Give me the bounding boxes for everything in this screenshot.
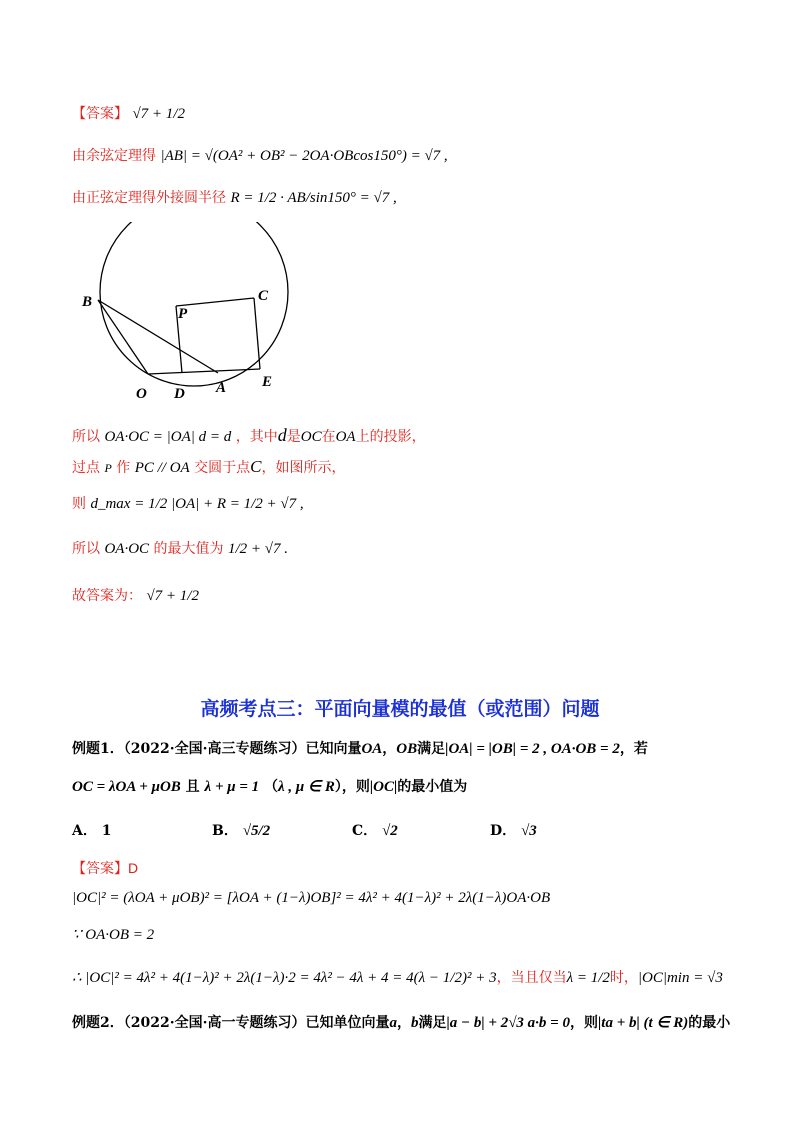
segment-bo [98,300,148,374]
option-letter: B． [212,823,238,839]
sol1-math: R = 1/2 · AB/sin150° = √7 , [230,190,397,206]
ex1-text: ，若 [619,741,648,757]
option-d[interactable] [490,820,537,840]
circle-figure [76,222,296,402]
answer-line-2 [72,858,138,878]
segment-ce [254,298,260,369]
ex1-text: 的最小值为 [397,779,468,795]
ex1-math: |OA| = |OB| = 2 , OA·OB = 2 [445,741,620,757]
sol1-text: 作 [116,460,131,476]
answer-value: √7 + 1/2 [132,106,185,122]
label-p: P [178,306,188,322]
sol1-text: ，如图所示， [261,460,346,476]
ex1-text: ），则 [334,779,370,795]
ex2-math: b [410,1015,419,1031]
label-a: A [216,380,227,396]
sol1-text: 由正弦定理得外接圆半径 [72,190,226,206]
label-o: O [136,386,147,402]
ex2-math: |a − b| + 2√3 a·b = 0 [446,1015,570,1031]
sol2-text: 时， [609,970,638,986]
option-value: 1 [101,823,112,839]
answer-tag: 【答案】 [72,106,128,122]
sol1-text: 上的投影， [355,429,426,445]
sol1-text: ，其中 [235,429,278,445]
ex1-math: λ , μ ∈ R [278,779,335,795]
ex2-text: 例题2．（2022·全国·高一专题练习）已知单位向量 [72,1015,390,1031]
ex1-text: 满足 [417,741,446,757]
ex1-line-2 [72,776,467,796]
label-d: D [174,386,185,402]
sol1-text: 过点 [72,460,100,476]
option-a[interactable] [72,820,112,840]
ex2-math: a [389,1015,397,1031]
sol2-math: |OC|min = √3 [637,970,723,986]
ex1-math: OA [361,741,383,757]
sol1-text: 在 [321,429,336,445]
segment-ba [98,300,218,373]
sol2-line-2 [72,925,154,944]
segment-pc [176,298,254,306]
section-title: 高频考点三：平面向量模的最值（或范围）问题 [200,698,600,720]
sol2-line-1 [72,890,550,907]
option-value: √5/2 [242,823,271,839]
sol1-text: 所以 [72,541,100,557]
ex1-math: OB [396,741,418,757]
sol2-math: |OC|² = (λOA + μOB)² = [λOA + (1−λ)OB]² = 4λ² + 4(1−λ)² + 2λ(1−λ)OA·OB [72,890,551,906]
option-letter: D． [490,823,517,839]
ex1-text: 且 [185,779,200,795]
sol2-text: ，当且仅当 [496,970,567,986]
label-b: B [82,294,93,310]
ex2-text: 的最小 [688,1015,731,1031]
ex2-text: ，则 [569,1015,598,1031]
sol1-line-1 [72,145,448,165]
sol2-math: ∵ OA·OB = 2 [72,927,155,943]
sol1-math: |AB| = √(OA² + OB² − 2OA·OBcos150°) = √7 , [160,148,448,164]
ex1-math: λ + μ = 1 [204,779,260,795]
sol1-line-7 [72,585,199,605]
sol1-text: 是 [286,429,301,445]
sol1-line-3 [72,425,426,446]
sol2-math: λ = 1/2 [566,970,610,986]
ex2-text: 满足 [418,1015,447,1031]
sol2-line-3 [72,967,723,987]
ex2-line-1 [72,1012,730,1032]
sol1-text: 则 [72,496,86,512]
option-letter: C． [352,823,378,839]
sol1-text: 的最大值为 [153,541,224,557]
answer-line-1 [72,103,185,123]
ex1-line-1 [72,738,648,758]
option-b[interactable] [212,820,270,840]
ex2-math: |ta + b| (t ∈ R) [597,1015,689,1031]
sol1-text: 由余弦定理得 [72,148,156,164]
sol2-math: ∴ |OC|² = 4λ² + 4(1−λ)² + 2λ(1−λ)·2 = 4λ² − 4λ + 4 = 4(λ − 1/2)² + 3 [72,970,497,986]
sol1-math: d_max = 1/2 |OA| + R = 1/2 + √7 , [90,496,304,512]
sol1-math: √7 + 1/2 [146,588,199,604]
label-c: C [258,288,269,304]
sol1-line-4 [72,457,346,477]
sol1-line-6 [72,538,288,558]
sol1-text: 交圆于点 [194,460,251,476]
ex1-text: ， [382,741,397,757]
answer-value: D [128,860,139,876]
option-c[interactable] [352,820,398,840]
sol1-math: OA [335,429,356,445]
sol1-text: 所以 [72,429,100,445]
option-value: √2 [382,823,398,839]
sol1-text: 故答案为： [72,588,142,604]
ex2-text: ， [396,1015,411,1031]
ex1-text: （ [264,779,279,795]
sol1-math: OA·OC = |OA| d = d [104,429,232,445]
ex1-math: |OC| [369,779,398,795]
sol1-math: d [277,425,287,445]
sol1-math: OA·OC [104,541,150,557]
option-value: √3 [521,823,537,839]
ex1-text: 例题1．（2022·全国·高三专题练习）已知向量 [72,741,362,757]
sol1-math: C [250,457,262,476]
option-letter: A． [72,823,97,839]
answer-tag: 【答案】 [72,861,128,877]
sol1-math: PC // OA [134,460,190,476]
label-e: E [262,374,273,390]
sol1-line-2 [72,187,397,207]
sol1-line-5 [72,493,304,513]
sol1-math: P [104,461,112,475]
sol1-math: 1/2 + √7 . [227,541,288,557]
sol1-math: OC [300,429,322,445]
ex1-math: OC = λOA + μOB [72,779,181,795]
